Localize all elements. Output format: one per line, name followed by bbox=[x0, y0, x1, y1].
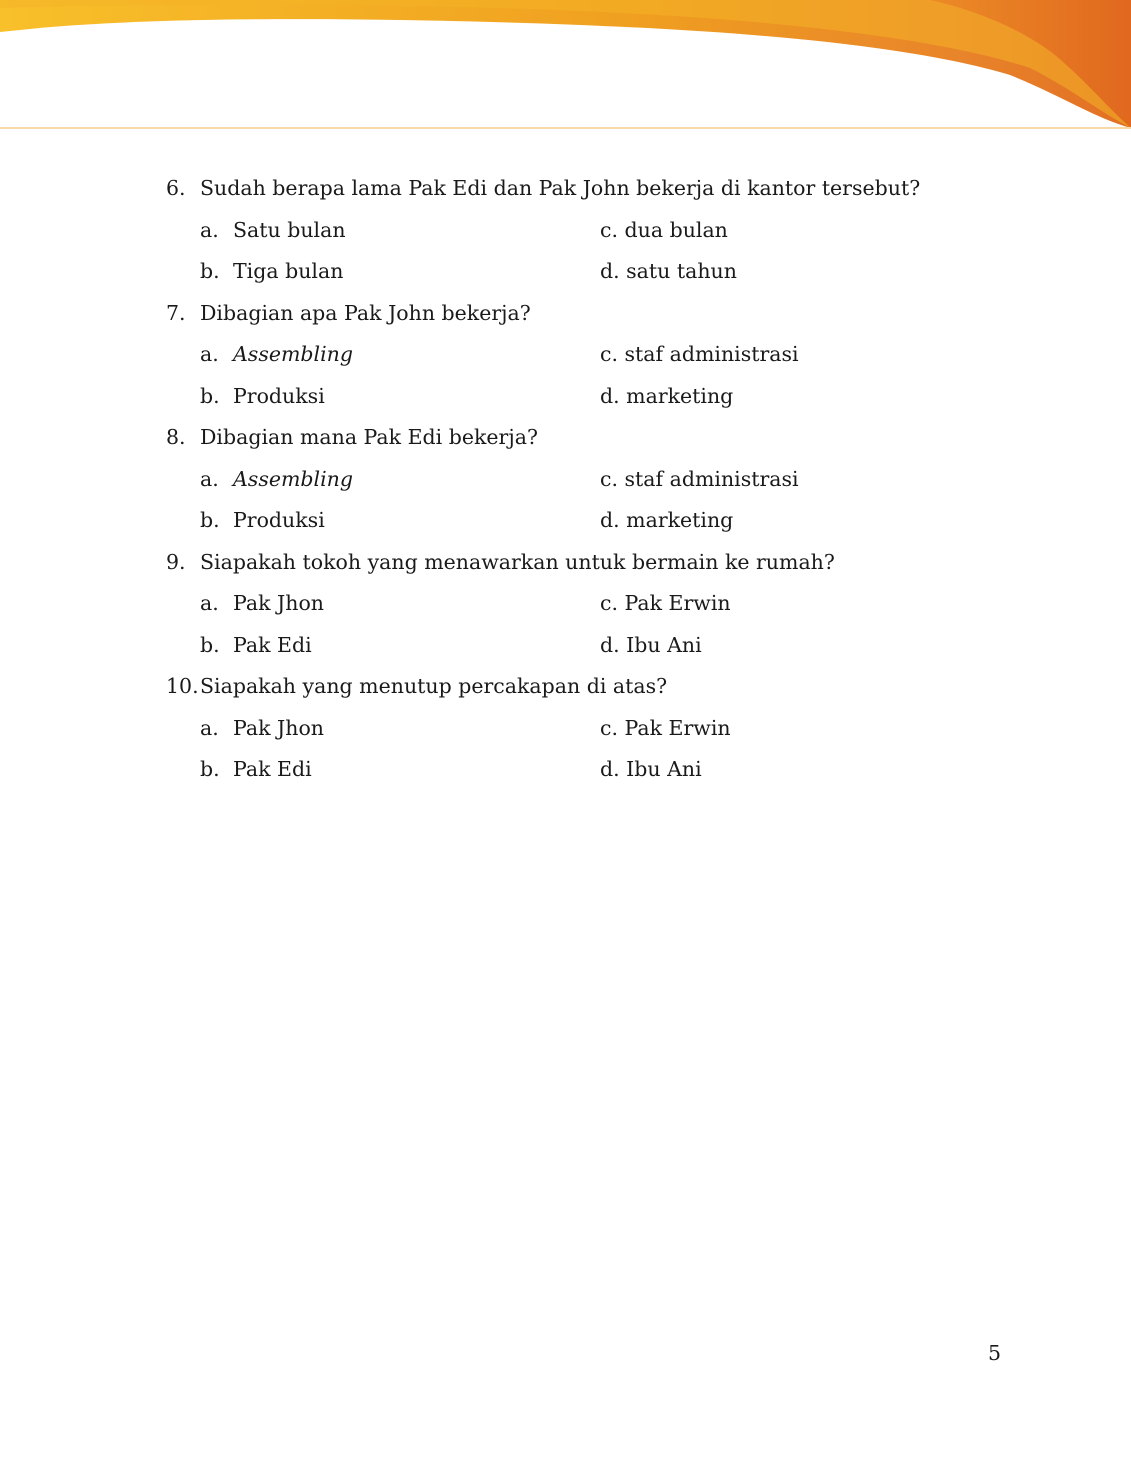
option-d: d. Ibu Ani bbox=[600, 632, 702, 657]
question-number: 8. bbox=[166, 425, 186, 449]
option-c: c. Pak Erwin bbox=[600, 715, 731, 740]
option-b-letter: b. bbox=[200, 508, 220, 532]
option-a-text: Assembling bbox=[233, 342, 353, 366]
question-text: Siapakah tokoh yang menawarkan untuk bermain ke rumah? bbox=[200, 549, 835, 574]
option-row bbox=[0, 708, 1131, 750]
option-b-letter: b. bbox=[200, 632, 220, 657]
page-number: 5 bbox=[988, 1341, 1002, 1365]
header-rule bbox=[0, 127, 1131, 129]
option-b-text: Pak Edi bbox=[233, 757, 312, 781]
option-row bbox=[0, 334, 1131, 376]
option-d: d. marketing bbox=[600, 508, 734, 532]
question-row bbox=[0, 417, 1131, 459]
option-row bbox=[0, 749, 1131, 791]
option-d: d. satu tahun bbox=[600, 259, 737, 283]
option-a-letter: a. bbox=[200, 591, 219, 615]
question-text: Siapakah yang menutup percakapan di atas? bbox=[200, 674, 668, 698]
option-a-letter: a. bbox=[200, 715, 219, 740]
question-number: 7. bbox=[166, 300, 186, 325]
question-text: Dibagian mana Pak Edi bekerja? bbox=[200, 425, 538, 449]
option-c: c. dua bulan bbox=[600, 217, 728, 242]
question-number: 10. bbox=[166, 674, 199, 698]
option-row bbox=[0, 210, 1131, 252]
option-a-text: Assembling bbox=[233, 466, 353, 491]
option-b-text: Produksi bbox=[233, 508, 325, 532]
question-row bbox=[0, 168, 1131, 210]
option-c: c. staf administrasi bbox=[600, 342, 799, 366]
option-a-letter: a. bbox=[200, 217, 219, 242]
option-a-letter: a. bbox=[200, 466, 219, 491]
question-row bbox=[0, 666, 1131, 708]
option-b-text: Tiga bulan bbox=[233, 259, 344, 283]
header-wave-graphic bbox=[0, 0, 1131, 135]
option-c: c. Pak Erwin bbox=[600, 591, 731, 615]
option-row bbox=[0, 583, 1131, 625]
option-c: c. staf administrasi bbox=[600, 466, 799, 491]
option-a-letter: a. bbox=[200, 342, 219, 366]
question-number: 9. bbox=[166, 549, 186, 574]
option-row bbox=[0, 251, 1131, 293]
option-a-text: Satu bulan bbox=[233, 217, 346, 242]
question-text: Dibagian apa Pak John bekerja? bbox=[200, 300, 531, 325]
option-a-text: Pak Jhon bbox=[233, 591, 324, 615]
question-text: Sudah berapa lama Pak Edi dan Pak John bekerja di kantor tersebut? bbox=[200, 176, 921, 200]
option-row bbox=[0, 459, 1131, 501]
option-d: d. Ibu Ani bbox=[600, 757, 702, 781]
question-list bbox=[0, 168, 1131, 791]
question-row bbox=[0, 293, 1131, 335]
decorative-header-band bbox=[0, 0, 1131, 135]
option-row bbox=[0, 625, 1131, 667]
option-row bbox=[0, 500, 1131, 542]
question-row bbox=[0, 542, 1131, 584]
option-row bbox=[0, 376, 1131, 418]
option-b-text: Pak Edi bbox=[233, 632, 312, 657]
option-b-letter: b. bbox=[200, 383, 220, 408]
option-b-letter: b. bbox=[200, 259, 220, 283]
option-b-text: Produksi bbox=[233, 383, 325, 408]
option-b-letter: b. bbox=[200, 757, 220, 781]
question-number: 6. bbox=[166, 176, 186, 200]
option-d: d. marketing bbox=[600, 383, 734, 408]
option-a-text: Pak Jhon bbox=[233, 715, 324, 740]
